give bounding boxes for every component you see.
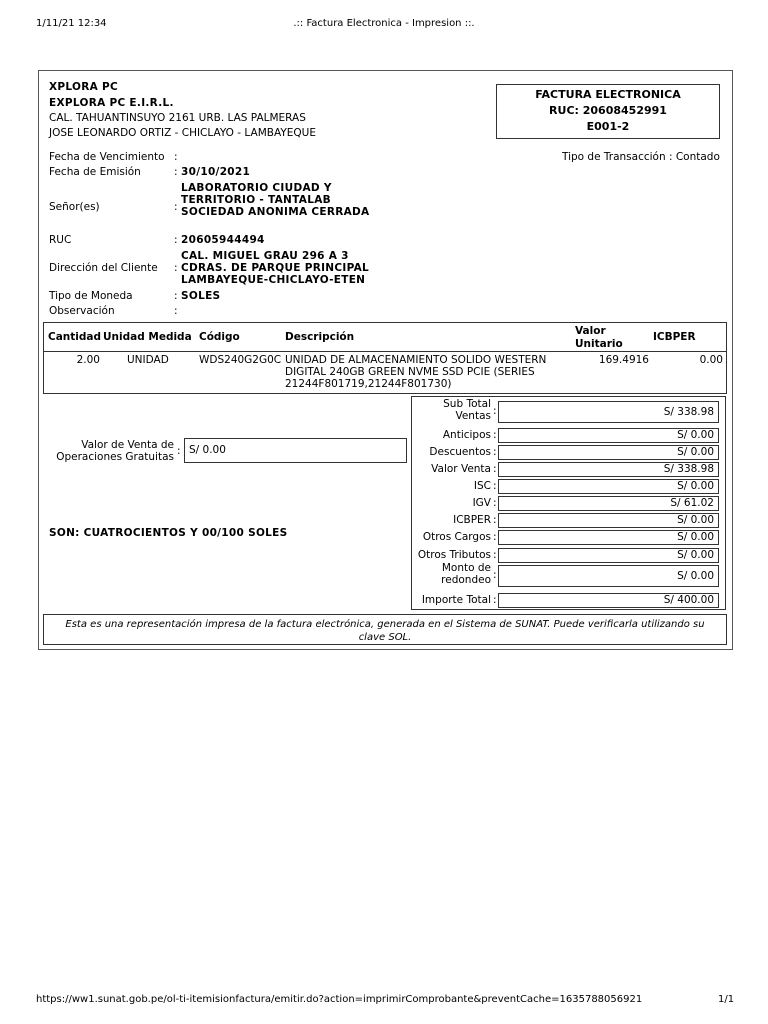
totals-colon: : <box>493 569 497 581</box>
totals-label <box>411 497 491 509</box>
totals-label-line-2: Ventas <box>455 410 491 422</box>
moneda-colon: : <box>174 290 178 302</box>
document-type: FACTURA ELECTRONICA <box>535 88 681 101</box>
totals-label <box>411 594 491 606</box>
totals-colon: : <box>493 549 497 561</box>
col-icbper: ICBPER <box>653 331 696 343</box>
senor-label: Señor(es) <box>49 201 100 213</box>
document-id-box <box>496 84 720 139</box>
row-desc-line-2: DIGITAL 240GB GREEN NVME SSD PCIE (SERIES <box>285 366 535 378</box>
print-page-title: .:: Factura Electronica - Impresion ::. <box>293 18 475 29</box>
amount-in-words: SON: CUATROCIENTOS Y 00/100 SOLES <box>49 527 288 539</box>
totals-label <box>411 562 491 586</box>
document-number: E001-2 <box>586 120 630 133</box>
direccion-label: Dirección del Cliente <box>49 262 158 274</box>
totals-value: S/ 338.98 <box>498 462 719 477</box>
totals-value: S/ 0.00 <box>498 428 719 443</box>
col-cantidad: Cantidad <box>48 331 102 343</box>
totals-label-line-2: redondeo <box>441 574 491 586</box>
totals-value: S/ 400.00 <box>498 593 719 608</box>
vencimiento-colon: : <box>174 151 178 163</box>
items-header-divider <box>44 351 726 352</box>
totals-value: S/ 0.00 <box>498 530 719 545</box>
totals-value: S/ 0.00 <box>498 565 719 587</box>
totals-colon: : <box>493 594 497 606</box>
totals-label <box>411 398 491 422</box>
totals-label-line-1: IGV <box>472 497 491 509</box>
observacion-colon: : <box>174 305 178 317</box>
emision-label: Fecha de Emisión <box>49 166 141 178</box>
vencimiento-label: Fecha de Vencimiento <box>49 151 165 163</box>
direccion-line-2: CDRAS. DE PARQUE PRINCIPAL <box>181 262 370 274</box>
totals-value: S/ 61.02 <box>498 496 719 511</box>
issuer-company: EXPLORA PC E.I.R.L. <box>49 97 174 109</box>
col-descripcion: Descripción <box>285 331 355 343</box>
col-unidad: Unidad Medida <box>103 331 192 343</box>
gratuitas-label-2: Operaciones Gratuitas <box>56 451 174 463</box>
totals-label <box>411 463 491 475</box>
row-codigo: WDS240G2G0C <box>199 354 282 366</box>
document-ruc: RUC: 20608452991 <box>549 104 667 117</box>
senor-colon: : <box>174 201 178 213</box>
totals-label-line-1: ICBPER <box>453 514 491 526</box>
observacion-label: Observación <box>49 305 115 317</box>
totals-label-line-1: Importe Total <box>421 594 491 606</box>
totals-label <box>411 514 491 526</box>
totals-colon: : <box>493 405 497 417</box>
totals-value: S/ 0.00 <box>498 548 719 563</box>
print-page-number: 1/1 <box>718 994 735 1005</box>
direccion-colon: : <box>174 262 178 274</box>
totals-colon: : <box>493 480 497 492</box>
totals-label-line-1: Otros Tributos <box>417 549 491 561</box>
ruc-colon: : <box>174 234 178 246</box>
issuer-address-2: JOSE LEONARDO ORTIZ - CHICLAYO - LAMBAYEQUE <box>49 127 316 139</box>
totals-value: S/ 0.00 <box>498 479 719 494</box>
direccion-line-3: LAMBAYEQUE-CHICLAYO-ETEN <box>181 274 366 286</box>
totals-label-line-1: ISC <box>473 480 491 492</box>
footer-note-line-1: Esta es una representación impresa de la factura electrónica, generada en el Sistema de SUNAT. Puede verificarla utilizando su <box>65 619 705 630</box>
print-url: https://ww1.sunat.gob.pe/ol-ti-itemisionfactura/emitir.do?action=imprimirComprobante&preventCache=1635788056921 <box>36 994 643 1005</box>
print-datetime: 1/11/21 12:34 <box>36 18 107 29</box>
totals-value: S/ 338.98 <box>498 401 719 423</box>
gratuitas-label-1: Valor de Venta de <box>81 439 174 451</box>
totals-label-line-1: Valor Venta <box>431 463 491 475</box>
transaction-type: Tipo de Transacción : Contado <box>562 151 720 163</box>
footer-note-line-2: clave SOL. <box>358 632 412 643</box>
issuer-trade-name: XPLORA PC <box>49 81 119 93</box>
senor-line-1: LABORATORIO CIUDAD Y <box>181 182 332 194</box>
totals-label-line-1: Anticipos <box>442 429 491 441</box>
totals-label-line-1: Monto de <box>441 562 491 574</box>
emision-value: 30/10/2021 <box>181 166 251 178</box>
totals-colon: : <box>493 463 497 475</box>
row-unidad: UNIDAD <box>127 354 169 366</box>
col-valor-unitario-1: Valor <box>575 325 606 337</box>
gratuitas-value: S/ 0.00 <box>184 438 407 463</box>
totals-colon: : <box>493 514 497 526</box>
totals-colon: : <box>493 446 497 458</box>
totals-label <box>411 549 491 561</box>
direccion-line-1: CAL. MIGUEL GRAU 296 A 3 <box>181 250 349 262</box>
row-desc-line-1: UNIDAD DE ALMACENAMIENTO SOLIDO WESTERN <box>285 354 547 366</box>
moneda-value: SOLES <box>181 290 221 302</box>
totals-colon: : <box>493 497 497 509</box>
ruc-value: 20605944494 <box>181 234 265 246</box>
totals-label-line-1: Descuentos <box>429 446 491 458</box>
gratuitas-label <box>40 439 174 463</box>
totals-label <box>411 446 491 458</box>
totals-value: S/ 0.00 <box>498 445 719 460</box>
col-codigo: Código <box>199 331 240 343</box>
issuer-address-1: CAL. TAHUANTINSUYO 2161 URB. LAS PALMERAS <box>49 112 306 124</box>
totals-value: S/ 0.00 <box>498 513 719 528</box>
senor-line-3: SOCIEDAD ANONIMA CERRADA <box>181 206 370 218</box>
totals-label-line-1: Otros Cargos <box>422 531 491 543</box>
row-valor-unitario: 169.4916 <box>598 354 649 366</box>
ruc-label: RUC <box>49 234 72 246</box>
moneda-label: Tipo de Moneda <box>49 290 133 302</box>
totals-label-line-1: Sub Total <box>443 398 491 410</box>
gratuitas-colon: : <box>177 445 181 457</box>
row-cantidad: 2.00 <box>76 354 100 366</box>
footer-note <box>43 614 727 645</box>
col-valor-unitario-2: Unitario <box>575 338 623 350</box>
totals-label <box>411 480 491 492</box>
totals-label <box>411 531 491 543</box>
senor-line-2: TERRITORIO - TANTALAB <box>181 194 331 206</box>
totals-colon: : <box>493 531 497 543</box>
row-desc-line-3: 21244F801719,21244F801730) <box>285 378 452 390</box>
totals-colon: : <box>493 429 497 441</box>
totals-label <box>411 429 491 441</box>
emision-colon: : <box>174 166 178 178</box>
row-icbper: 0.00 <box>699 354 723 366</box>
